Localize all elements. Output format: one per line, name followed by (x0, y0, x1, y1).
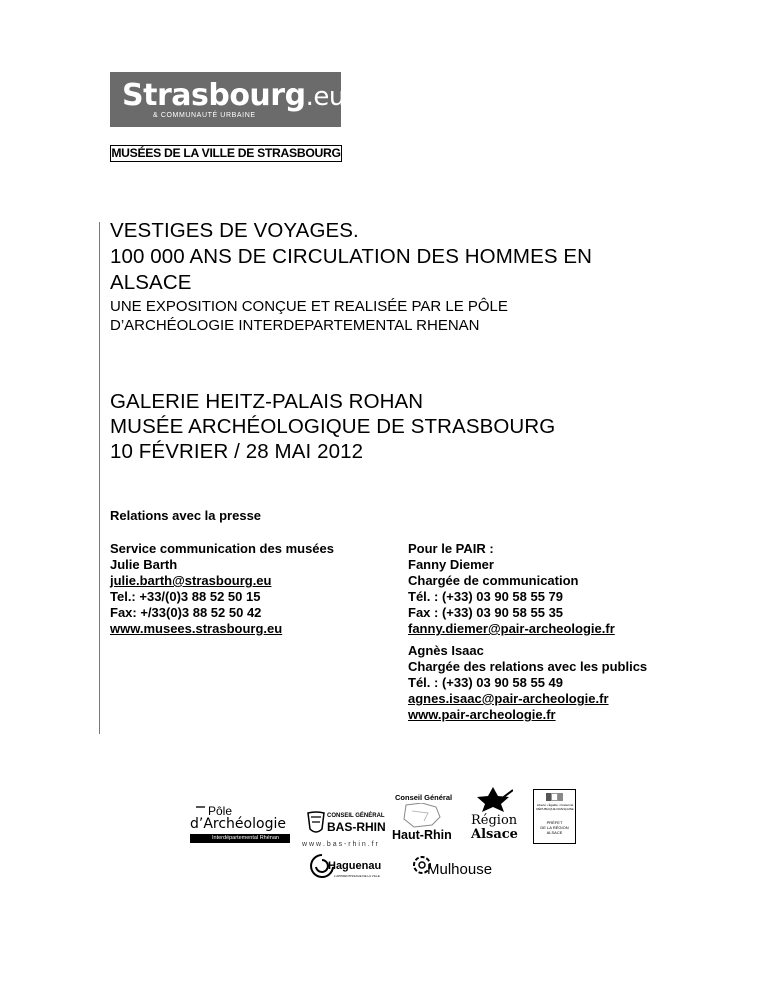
title-line-3: ALSACE (110, 271, 192, 294)
contact-tel: Tel.: +33/(0)3 88 52 50 15 (110, 589, 261, 604)
subtitle-line-2: D’ARCHÉOLOGIE INTERDEPARTEMENTAL RHENAN (110, 317, 480, 334)
logo-main-text: Strasbourg (122, 78, 306, 113)
left-vertical-rule (99, 222, 100, 734)
french-flag-icon (546, 793, 563, 801)
title-line-2: 100 000 ANS DE CIRCULATION DES HOMMES EN (110, 245, 593, 268)
contact-name: Julie Barth (110, 557, 178, 572)
region-line-1: Région (471, 813, 518, 828)
contact-name: Agnès Isaac (408, 643, 484, 658)
mulhouse-logo (410, 853, 500, 881)
strasbourg-eu-logo (110, 72, 345, 127)
contact-role: Chargée de communication (408, 573, 579, 588)
contact-tel: Tél. : (+33) 03 90 58 55 79 (408, 589, 564, 604)
venue-line-1: GALERIE HEITZ-PALAIS ROHAN (110, 390, 424, 413)
contact-pair-publics (408, 643, 647, 723)
bas-rhin-logo (302, 809, 386, 854)
bas-rhin-line-1: CONSEIL GÉNÉRAL (327, 813, 385, 819)
website-link[interactable]: www.pair-archeologie.fr (408, 707, 556, 722)
email-link[interactable]: julie.barth@strasbourg.eu (110, 573, 272, 588)
contact-pair (408, 541, 615, 637)
mulhouse-name: Mulhouse (427, 861, 493, 878)
pole-line-3: Interdépartemental Rhénan (212, 835, 279, 841)
haguenau-name: Haguenau (328, 860, 382, 872)
prefet-alsace-logo (533, 789, 576, 844)
bas-rhin-shield-icon (306, 811, 326, 837)
musees-banner: MUSÉES DE LA VILLE DE STRASBOURG (111, 146, 341, 160)
contact-tel: Tél. : (+33) 03 90 58 55 49 (408, 675, 564, 690)
logo-subtitle: & COMMUNAUTÉ URBAINE (153, 112, 256, 119)
email-link[interactable]: fanny.diemer@pair-archeologie.fr (408, 621, 615, 636)
prefet-line-3: PRÉFET (546, 820, 563, 825)
haut-rhin-logo (391, 789, 456, 844)
bas-rhin-url: w w w . b a s - r h i n . f r (302, 841, 378, 848)
prefet-republique: RÉPUBLIQUE FRANÇAISE (536, 807, 574, 811)
contact-fax: Fax : (+33) 03 90 58 55 35 (408, 605, 564, 620)
haguenau-logo (308, 853, 384, 881)
haut-rhin-line-2: Haut-Rhin (392, 828, 452, 842)
haut-rhin-map-icon (392, 803, 452, 829)
title-line-1: VESTIGES DE VOYAGES. (110, 219, 359, 242)
contact-role: Chargée des relations avec les publics (408, 659, 648, 674)
pole-line-1: Pôle (208, 804, 233, 818)
pole-archeologie-logo (190, 806, 290, 846)
contact-org: Service communication des musées (110, 541, 334, 556)
contact-name: Fanny Diemer (408, 557, 494, 572)
haguenau-sub: L'APPRENTISSAGE DE LA VILLE (334, 874, 380, 878)
website-link[interactable]: www.musees.strasbourg.eu (110, 621, 283, 636)
region-star-icon (473, 786, 513, 812)
prefet-line-4: DE LA RÉGION (540, 825, 569, 830)
subtitle-line-1: UNE EXPOSITION CONÇUE ET REALISÉE PAR LE PÔLE (110, 298, 508, 315)
pole-line-2: d’Archéologie (190, 816, 286, 832)
email-link[interactable]: agnes.isaac@pair-archeologie.fr (408, 691, 609, 706)
bas-rhin-line-2: BAS-RHIN (327, 820, 386, 834)
contact-org: Pour le PAIR : (408, 541, 494, 556)
venue-line-2: MUSÉE ARCHÉOLOGIQUE DE STRASBOURG (110, 415, 556, 438)
prefet-line-5: ALSACE (546, 830, 563, 835)
haut-rhin-line-1: Conseil Général (395, 793, 453, 802)
contact-musees (110, 541, 334, 637)
logo-suffix: .eu (305, 82, 345, 112)
venue-line-3: 10 FÉVRIER / 28 MAI 2012 (110, 440, 364, 463)
prefet-motto: Liberté • Égalité • Fraternité (536, 803, 574, 807)
press-heading: Relations avec la presse (110, 508, 262, 523)
region-line-2: Alsace (471, 827, 518, 842)
contact-fax: Fax: +/33(0)3 88 52 50 42 (110, 605, 262, 620)
region-alsace-logo (467, 786, 517, 842)
